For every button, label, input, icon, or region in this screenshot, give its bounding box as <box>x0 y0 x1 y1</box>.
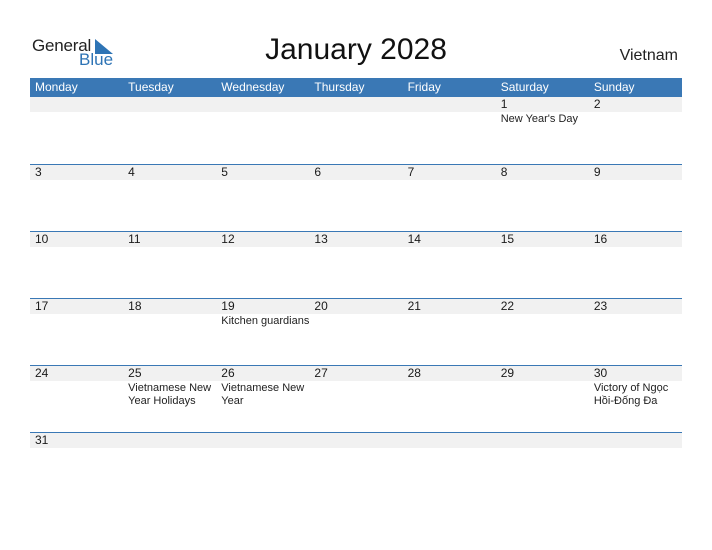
empty-day-cell <box>496 433 589 473</box>
day-cell-7 <box>403 165 496 231</box>
day-cell-21 <box>403 299 496 365</box>
day-cell-6 <box>309 165 402 231</box>
day-number: 12 <box>216 232 309 247</box>
event-text-line: Vietnamese New <box>128 382 212 394</box>
day-number: 13 <box>309 232 402 247</box>
day-cell-10 <box>30 232 123 298</box>
weekday-monday: Monday <box>35 80 78 94</box>
day-number: 30 <box>589 366 682 381</box>
weekday-thursday: Thursday <box>314 80 365 94</box>
day-cell-20 <box>309 299 402 365</box>
day-cell-29 <box>496 366 589 432</box>
day-cell-15 <box>496 232 589 298</box>
day-number: 17 <box>30 299 123 314</box>
day-cell-27 <box>309 366 402 432</box>
holiday-event <box>123 381 216 408</box>
day-number: 6 <box>309 165 402 180</box>
day-number: 3 <box>30 165 123 180</box>
event-text-line: Year <box>221 395 244 407</box>
logo-word-general: General <box>32 36 92 55</box>
day-number <box>30 97 123 112</box>
day-number: 4 <box>123 165 216 180</box>
day-number: 15 <box>496 232 589 247</box>
logo-word-blue: Blue <box>79 50 114 69</box>
day-number <box>403 97 496 112</box>
weekday-sunday: Sunday <box>593 80 635 94</box>
day-cell-30 <box>589 366 682 432</box>
week-row <box>30 164 682 231</box>
day-number <box>496 433 589 448</box>
day-number <box>403 433 496 448</box>
day-cell-17 <box>30 299 123 365</box>
week-row <box>30 432 682 473</box>
calendar-weeks <box>30 97 682 473</box>
day-number: 5 <box>216 165 309 180</box>
week-row <box>30 298 682 365</box>
holiday-event <box>589 381 682 408</box>
day-cell-5 <box>216 165 309 231</box>
day-number <box>589 433 682 448</box>
holiday-event <box>216 314 309 328</box>
day-cell-24 <box>30 366 123 432</box>
day-cell-23 <box>589 299 682 365</box>
event-text-line: Kitchen guardians <box>221 315 310 327</box>
holiday-event <box>496 112 589 126</box>
day-number: 1 <box>496 97 589 112</box>
empty-day-cell <box>403 97 496 164</box>
holiday-event <box>216 381 309 408</box>
day-number: 26 <box>216 366 309 381</box>
country-label: Vietnam <box>619 47 678 64</box>
empty-day-cell <box>309 433 402 473</box>
day-cell-22 <box>496 299 589 365</box>
week-row <box>30 97 682 164</box>
empty-day-cell <box>123 433 216 473</box>
day-number: 18 <box>123 299 216 314</box>
day-number: 20 <box>309 299 402 314</box>
day-number: 8 <box>496 165 589 180</box>
day-number: 25 <box>123 366 216 381</box>
day-number: 21 <box>403 299 496 314</box>
weekday-wednesday: Wednesday <box>221 80 285 94</box>
day-number: 14 <box>403 232 496 247</box>
week-row <box>30 365 682 432</box>
empty-day-cell <box>403 433 496 473</box>
event-text-line: Victory of Ngọc <box>593 382 669 394</box>
event-text-line: Vietnamese New <box>221 382 305 394</box>
day-cell-9 <box>589 165 682 231</box>
day-number: 16 <box>589 232 682 247</box>
day-number: 19 <box>216 299 309 314</box>
day-cell-18 <box>123 299 216 365</box>
day-number <box>123 433 216 448</box>
day-cell-26 <box>216 366 309 432</box>
day-cell-3 <box>30 165 123 231</box>
empty-day-cell <box>30 97 123 164</box>
day-cell-16 <box>589 232 682 298</box>
weekday-header <box>30 78 682 97</box>
weekday-friday: Friday <box>407 80 441 94</box>
day-number: 11 <box>123 232 216 247</box>
weekday-tuesday: Tuesday <box>128 80 174 94</box>
day-cell-28 <box>403 366 496 432</box>
day-number <box>123 97 216 112</box>
day-cell-4 <box>123 165 216 231</box>
event-text-line: New Year's Day <box>500 113 579 125</box>
day-number: 28 <box>403 366 496 381</box>
weekday-saturday: Saturday <box>500 80 549 94</box>
day-number: 31 <box>30 433 123 448</box>
day-cell-19 <box>216 299 309 365</box>
week-row <box>30 231 682 298</box>
day-number: 27 <box>309 366 402 381</box>
day-cell-8 <box>496 165 589 231</box>
day-cell-12 <box>216 232 309 298</box>
day-number <box>309 97 402 112</box>
day-cell-2 <box>589 97 682 164</box>
empty-day-cell <box>123 97 216 164</box>
day-cell-11 <box>123 232 216 298</box>
day-cell-31 <box>30 433 123 473</box>
day-number: 2 <box>589 97 682 112</box>
day-number: 22 <box>496 299 589 314</box>
day-number <box>216 433 309 448</box>
day-cell-1 <box>496 97 589 164</box>
event-text-line: Hồi-Đống Đa <box>593 395 658 407</box>
day-number <box>309 433 402 448</box>
empty-day-cell <box>216 433 309 473</box>
day-number: 23 <box>589 299 682 314</box>
day-cell-25 <box>123 366 216 432</box>
calendar-grid <box>30 78 682 473</box>
page-title: January 2028 <box>265 33 447 66</box>
day-number: 10 <box>30 232 123 247</box>
day-number: 24 <box>30 366 123 381</box>
empty-day-cell <box>589 433 682 473</box>
day-number <box>216 97 309 112</box>
event-text-line: Year Holidays <box>128 395 196 407</box>
day-cell-13 <box>309 232 402 298</box>
empty-day-cell <box>216 97 309 164</box>
day-number: 9 <box>589 165 682 180</box>
day-cell-14 <box>403 232 496 298</box>
empty-day-cell <box>309 97 402 164</box>
day-number: 29 <box>496 366 589 381</box>
day-number: 7 <box>403 165 496 180</box>
